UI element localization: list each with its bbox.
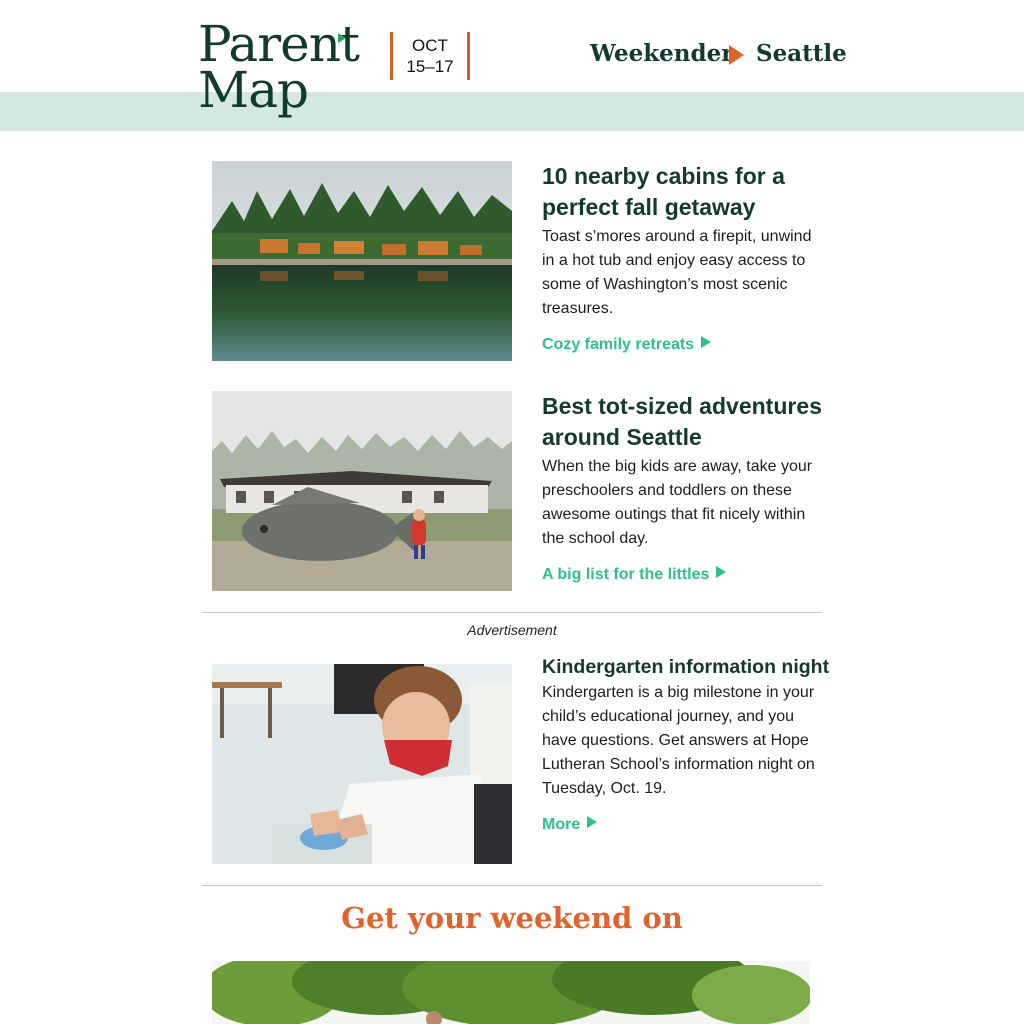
story-link[interactable]: [542, 335, 711, 355]
story-title[interactable]: Best tot-sized adventures around Seattle: [542, 393, 822, 450]
story-card: [212, 161, 822, 361]
divider: [202, 612, 822, 613]
logo-play-icon: [338, 33, 346, 43]
newsletter-name: Weekender: [590, 40, 734, 67]
story-text: [542, 161, 826, 355]
story-link-label: A big list for the littles: [542, 566, 710, 583]
parentmap-logo[interactable]: [198, 16, 358, 120]
edition-city: Seattle: [756, 40, 847, 67]
issue-date: [390, 32, 470, 80]
more-link-label: More: [542, 816, 581, 833]
sponsored-text: [542, 655, 830, 835]
fish-sculpture-photo[interactable]: [212, 391, 512, 591]
logo-line-parent: Parent: [198, 15, 359, 73]
play-arrow-icon: [729, 45, 744, 65]
play-arrow-icon: [701, 336, 711, 348]
sponsored-title[interactable]: Kindergarten information night: [542, 656, 830, 678]
cabins-lake-photo[interactable]: [212, 161, 512, 361]
edition-title: [590, 38, 847, 72]
sponsored-blurb: Kindergarten is a big milestone in your child’s educational journey, and you have questions. Get answers at Hope Lutheran School’s information night on Tuesday, Oct. 19.: [542, 684, 815, 797]
story-blurb: When the big kids are away, take your preschoolers and toddlers on these awesome outings that fit nicely within the school day.: [542, 458, 813, 547]
story-blurb: Toast s’mores around a firepit, unwind in a hot tub and enjoy easy access to some of Washington’s most scenic treasures.: [542, 228, 812, 317]
story-link[interactable]: [542, 565, 726, 585]
story-title[interactable]: 10 nearby cabins for a perfect fall getaway: [542, 163, 785, 220]
divider: [202, 885, 822, 886]
issue-date-range: 15–17: [406, 57, 454, 76]
classroom-photo[interactable]: [212, 664, 512, 864]
issue-date-month: OCT: [412, 36, 448, 55]
play-arrow-icon: [716, 566, 726, 578]
advertisement-label: Advertisement: [467, 622, 557, 638]
story-card: [212, 391, 822, 591]
newsletter-header: [0, 0, 1024, 131]
sponsored-card: [212, 655, 830, 864]
header-band: [0, 92, 1024, 131]
more-link[interactable]: [542, 815, 597, 835]
story-link-label: Cozy family retreats: [542, 336, 695, 353]
play-arrow-icon: [587, 816, 597, 828]
story-text: [542, 391, 826, 585]
logo-line-map: Map: [198, 61, 309, 119]
weekend-feature-photo[interactable]: [212, 961, 810, 1024]
section-heading: Get your weekend on: [341, 901, 683, 935]
